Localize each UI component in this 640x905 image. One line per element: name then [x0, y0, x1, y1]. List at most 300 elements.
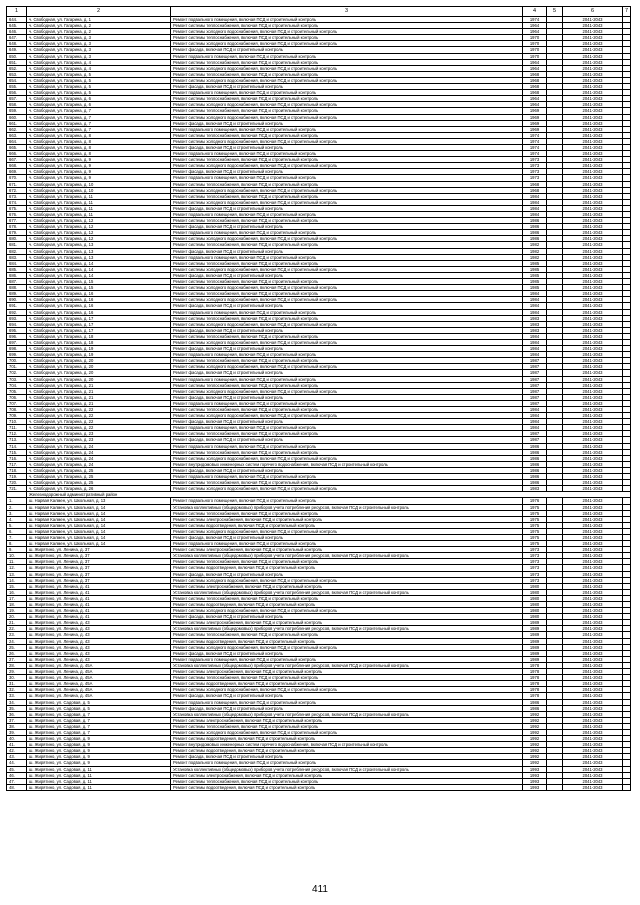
- work-type-cell: Ремонт системы электроснабжения, включая ПСД и строительный контроль: [171, 717, 523, 723]
- col-header-1: 1: [7, 7, 27, 17]
- work-type-cell: Ремонт подвального помещения, включая ПСД и строительный контроль: [171, 212, 523, 218]
- address-cell: ч. Свободная, ул. Гагарина, д. 16: [27, 291, 171, 297]
- row-number: 30.: [7, 675, 27, 681]
- row-number: 689.: [7, 291, 27, 297]
- row-number: 721.: [7, 486, 27, 492]
- address-cell: ч. Свободная, ул. Гагарина, д. 11: [27, 205, 171, 211]
- address-cell: ч. Свободная, ул. Гагарина, д. 13: [27, 242, 171, 248]
- year-built-cell: 1980: [523, 583, 547, 589]
- row-number: 710.: [7, 419, 27, 425]
- address-cell: ш. Жирятино, ул. Ленина, д. 37: [27, 571, 171, 577]
- period-cell: 2041-2043: [563, 760, 623, 766]
- row-number: 679.: [7, 230, 27, 236]
- work-type-cell: Ремонт системы теплоснабжения, включая ПСД и строительный контроль: [171, 480, 523, 486]
- address-cell: ч. Свободная, ул. Гагарина, д. 16: [27, 297, 171, 303]
- address-cell: ш. Жирятино, ул. Ленина, д. 45А: [27, 662, 171, 668]
- year-built-cell: 1989: [523, 644, 547, 650]
- period-cell: 2041-2043: [563, 382, 623, 388]
- row-number: 700.: [7, 358, 27, 364]
- row-number: 652.: [7, 65, 27, 71]
- work-type-cell: Ремонт подвального помещения, включая ПСД и строительный контроль: [171, 309, 523, 315]
- year-built-cell: 1974: [523, 17, 547, 23]
- work-type-cell: Установка коллективных (общедомовых) приборов учета потребления ресурсов, включая ПСД и строительный контроль: [171, 553, 523, 559]
- period-cell: 2041-2043: [563, 413, 623, 419]
- period-cell: 2041-2043: [563, 102, 623, 108]
- year-built-cell: 1993: [523, 766, 547, 772]
- row-number: 677.: [7, 218, 27, 224]
- address-cell: ч. Свободная, ул. Гагарина, д. 11: [27, 199, 171, 205]
- row-number: 658.: [7, 102, 27, 108]
- year-built-cell: 1978: [523, 669, 547, 675]
- period-cell: 2041-2043: [563, 705, 623, 711]
- row-number: 645.: [7, 23, 27, 29]
- address-cell: ш. Жирятино, ул. Садовая, д. 5: [27, 705, 171, 711]
- period-cell: 2041-2043: [563, 199, 623, 205]
- period-cell: 2041-2043: [563, 266, 623, 272]
- period-cell: 2041-2043: [563, 315, 623, 321]
- period-cell: 2041-2043: [563, 169, 623, 175]
- work-type-cell: Ремонт подвального помещения, включая ПСД и строительный контроль: [171, 443, 523, 449]
- address-cell: ч. Свободная, ул. Гагарина, д. 12: [27, 224, 171, 230]
- year-built-cell: 1973: [523, 571, 547, 577]
- year-built-cell: 1975: [523, 528, 547, 534]
- address-cell: ч. Свободная, ул. Гагарина, д. 20: [27, 364, 171, 370]
- address-cell: ш. Жирятино, ул. Ленина, д. 45А: [27, 675, 171, 681]
- period-cell: 2041-2043: [563, 614, 623, 620]
- year-built-cell: 1992: [523, 717, 547, 723]
- work-type-cell: Ремонт системы теплоснабжения, включая ПСД и строительный контроль: [171, 358, 523, 364]
- period-cell: 2041-2043: [563, 669, 623, 675]
- year-built-cell: 1986: [523, 480, 547, 486]
- period-cell: 2041-2043: [563, 522, 623, 528]
- row-number: 29.: [7, 669, 27, 675]
- period-cell: 2041-2043: [563, 534, 623, 540]
- period-cell: 2041-2043: [563, 400, 623, 406]
- period-cell: 2041-2043: [563, 742, 623, 748]
- address-cell: ч. Свободная, ул. Гагарина, д. 18: [27, 339, 171, 345]
- address-cell: ш. Жирятино, ул. Ленина, д. 43: [27, 656, 171, 662]
- year-built-cell: 1983: [523, 315, 547, 321]
- address-cell: ч. Свободная, ул. Гагарина, д. 22: [27, 419, 171, 425]
- period-cell: 2041-2043: [563, 285, 623, 291]
- year-built-cell: 1987: [523, 376, 547, 382]
- address-cell: ч. Свободная, ул. Гагарина, д. 9: [27, 169, 171, 175]
- row-number: 698.: [7, 346, 27, 352]
- work-type-cell: Ремонт фасада, включая ПСД и строительный контроль: [171, 754, 523, 760]
- row-number: 660.: [7, 114, 27, 120]
- address-cell: ч. Свободная, ул. Гагарина, д. 13: [27, 248, 171, 254]
- year-built-cell: 1968: [523, 187, 547, 193]
- work-type-cell: Установка коллективных (общедомовых) приборов учета потребления ресурсов, включая ПСД и строительный контроль: [171, 626, 523, 632]
- address-cell: ч. Свободная, ул. Гагарина, д. 5: [27, 77, 171, 83]
- row-number: 659.: [7, 108, 27, 114]
- row-number: 683.: [7, 254, 27, 260]
- year-built-cell: 1986: [523, 461, 547, 467]
- year-built-cell: 1980: [523, 614, 547, 620]
- period-cell: 2041-2043: [563, 187, 623, 193]
- address-cell: ч. Свободная, ул. Гагарина, д. 9: [27, 157, 171, 163]
- row-number: 9.: [7, 547, 27, 553]
- period-cell: 2041-2043: [563, 443, 623, 449]
- period-cell: 2041-2043: [563, 212, 623, 218]
- address-cell: ч. Свободная, ул. Гагарина, д. 14: [27, 272, 171, 278]
- work-type-cell: Ремонт системы теплоснабжения, включая ПСД и строительный контроль: [171, 510, 523, 516]
- period-cell: 2041-2043: [563, 96, 623, 102]
- work-type-cell: Ремонт системы теплоснабжения, включая ПСД и строительный контроль: [171, 333, 523, 339]
- period-cell: 2041-2043: [563, 132, 623, 138]
- address-cell: ч. Свободная, ул. Гагарина, д. 19: [27, 352, 171, 358]
- work-type-cell: Ремонт системы теплоснабжения, включая ПСД и строительный контроль: [171, 291, 523, 297]
- period-cell: 2041-2043: [563, 126, 623, 132]
- year-built-cell: 1985: [523, 285, 547, 291]
- work-type-cell: Ремонт системы электроснабжения, включая ПСД и строительный контроль: [171, 516, 523, 522]
- row-number: 46.: [7, 772, 27, 778]
- row-number: 28.: [7, 662, 27, 668]
- address-cell: ш. Жирятино, ул. Ленина, д. 41: [27, 595, 171, 601]
- row-number: 671.: [7, 181, 27, 187]
- year-built-cell: 1986: [523, 455, 547, 461]
- address-cell: ч. Свободная, ул. Гагарина, д. 2: [27, 23, 171, 29]
- year-built-cell: 1992: [523, 748, 547, 754]
- year-built-cell: 1989: [523, 638, 547, 644]
- year-built-cell: 1985: [523, 260, 547, 266]
- period-cell: 2041-2043: [563, 364, 623, 370]
- period-cell: 2041-2043: [563, 35, 623, 41]
- year-built-cell: 1992: [523, 760, 547, 766]
- row-number: 6.: [7, 528, 27, 534]
- period-cell: 2041-2043: [563, 595, 623, 601]
- address-cell: ч. Свободная, ул. Гагарина, д. 3: [27, 35, 171, 41]
- year-built-cell: 1989: [523, 620, 547, 626]
- period-cell: 2041-2043: [563, 205, 623, 211]
- work-type-cell: Ремонт системы холодного водоснабжения, включая ПСД и строительный контроль: [171, 236, 523, 242]
- address-cell: ш. Жирятино, ул. Садовая, д. 9: [27, 754, 171, 760]
- period-cell: 2041-2043: [563, 260, 623, 266]
- address-cell: ш. Жирятино, ул. Ленина, д. 37: [27, 577, 171, 583]
- work-type-cell: Ремонт системы холодного водоснабжения, включая ПСД и строительный контроль: [171, 388, 523, 394]
- address-cell: ч. Свободная, ул. Гагарина, д. 8: [27, 151, 171, 157]
- row-number: 707.: [7, 400, 27, 406]
- address-cell: ч. Свободная, ул. Гагарина, д. 5: [27, 71, 171, 77]
- work-type-cell: Ремонт системы холодного водоснабжения, включая ПСД и строительный контроль: [171, 77, 523, 83]
- work-type-cell: Ремонт системы холодного водоснабжения, включая ПСД и строительный контроль: [171, 266, 523, 272]
- address-cell: ч. Свободная, ул. Гагарина, д. 7: [27, 120, 171, 126]
- address-cell: ч. Свободная, ул. Гагарина, д. 5: [27, 84, 171, 90]
- work-type-cell: Ремонт системы водоотведения, включая ПСД и строительный контроль: [171, 522, 523, 528]
- address-cell: ч. Свободная, ул. Гагарина, д. 9: [27, 175, 171, 181]
- row-number: 666.: [7, 151, 27, 157]
- work-type-cell: Ремонт системы холодного водоснабжения, включая ПСД и строительный контроль: [171, 321, 523, 327]
- row-number: 43.: [7, 754, 27, 760]
- year-built-cell: 1978: [523, 693, 547, 699]
- col-header-4: 4: [523, 7, 547, 17]
- work-type-cell: Ремонт фасада, включая ПСД и строительный контроль: [171, 327, 523, 333]
- year-built-cell: 1973: [523, 169, 547, 175]
- document-page: [6, 6, 630, 876]
- row-number: 19.: [7, 608, 27, 614]
- work-type-cell: Ремонт системы холодного водоснабжения, включая ПСД и строительный контроль: [171, 455, 523, 461]
- year-built-cell: 1975: [523, 534, 547, 540]
- row-number: 696.: [7, 333, 27, 339]
- work-type-cell: Ремонт системы теплоснабжения, включая ПСД и строительный контроль: [171, 242, 523, 248]
- row-number: 686.: [7, 272, 27, 278]
- row-number: 682.: [7, 248, 27, 254]
- year-built-cell: 1987: [523, 358, 547, 364]
- address-cell: ш. Нарвая Калмен, ул. Школьная, д. 14: [27, 522, 171, 528]
- address-cell: ч. Свободная, ул. Гагарина, д. 4: [27, 59, 171, 65]
- col-header-2: 2: [27, 7, 171, 17]
- year-built-cell: 1993: [523, 784, 547, 790]
- address-cell: ч. Свободная, ул. Гагарина, д. 12: [27, 236, 171, 242]
- address-cell: ч. Свободная, ул. Гагарина, д. 25: [27, 467, 171, 473]
- address-cell: ш. Жирятино, ул. Ленина, д. 45А: [27, 669, 171, 675]
- address-cell: ч. Свободная, ул. Гагарина, д. 22: [27, 413, 171, 419]
- year-built-cell: 1978: [523, 675, 547, 681]
- year-built-cell: 1984: [523, 193, 547, 199]
- work-type-cell: Ремонт фасада, включая ПСД и строительный контроль: [171, 650, 523, 656]
- row-number: 719.: [7, 474, 27, 480]
- work-type-cell: Установка коллективных (общедомовых) приборов учета потребления ресурсов, включая ПСД и строительный контроль: [171, 589, 523, 595]
- year-built-cell: 1968: [523, 77, 547, 83]
- period-cell: 2041-2043: [563, 772, 623, 778]
- row-number: 663.: [7, 132, 27, 138]
- address-cell: ч. Свободная, ул. Гагарина, д. 12: [27, 218, 171, 224]
- address-cell: ч. Свободная, ул. Гагарина, д. 26: [27, 486, 171, 492]
- address-cell: ч. Свободная, ул. Гагарина, д. 20: [27, 376, 171, 382]
- work-type-cell: Ремонт системы электроснабжения, включая ПСД и строительный контроль: [171, 583, 523, 589]
- period-cell: 2041-2043: [563, 510, 623, 516]
- work-type-cell: Ремонт фасада, включая ПСД и строительный контроль: [171, 205, 523, 211]
- period-cell: 2041-2043: [563, 608, 623, 614]
- row-number: 7.: [7, 534, 27, 540]
- address-cell: ч. Свободная, ул. Гагарина, д. 21: [27, 400, 171, 406]
- year-built-cell: 1973: [523, 175, 547, 181]
- year-built-cell: 1968: [523, 90, 547, 96]
- column-number-row: [7, 7, 631, 17]
- year-built-cell: 1984: [523, 291, 547, 297]
- work-type-cell: Ремонт системы теплоснабжения, включая ПСД и строительный контроль: [171, 315, 523, 321]
- period-cell: 2041-2043: [563, 717, 623, 723]
- work-type-cell: Ремонт системы водоотведения, включая ПСД и строительный контроль: [171, 736, 523, 742]
- address-cell: ч. Свободная, ул. Гагарина, д. 3: [27, 47, 171, 53]
- year-built-cell: 1983: [523, 486, 547, 492]
- work-type-cell: Ремонт подвального помещения, включая ПСД и строительный контроль: [171, 498, 523, 504]
- row-number: 12.: [7, 565, 27, 571]
- year-built-cell: 1969: [523, 114, 547, 120]
- row-number: 656.: [7, 90, 27, 96]
- row-number: 687.: [7, 279, 27, 285]
- address-cell: ч. Свободная, ул. Гагарина, д. 8: [27, 132, 171, 138]
- period-cell: 2041-2043: [563, 778, 623, 784]
- row-number: 674.: [7, 199, 27, 205]
- year-built-cell: 1989: [523, 656, 547, 662]
- address-cell: ч. Свободная, ул. Гагарина, д. 2: [27, 29, 171, 35]
- period-cell: 2041-2043: [563, 90, 623, 96]
- period-cell: 2041-2043: [563, 736, 623, 742]
- work-type-cell: Ремонт фасада, включая ПСД и строительный контроль: [171, 47, 523, 53]
- period-cell: 2041-2043: [563, 108, 623, 114]
- address-cell: ш. Жирятино, ул. Ленина, д. 43: [27, 632, 171, 638]
- work-type-cell: Ремонт системы холодного водоснабжения, включая ПСД и строительный контроль: [171, 102, 523, 108]
- work-type-cell: Ремонт фасада, включая ПСД и строительный контроль: [171, 84, 523, 90]
- row-number: 694.: [7, 321, 27, 327]
- period-cell: 2041-2043: [563, 388, 623, 394]
- period-cell: 2041-2043: [563, 77, 623, 83]
- work-type-cell: Ремонт подвального помещения, включая ПСД и строительный контроль: [171, 17, 523, 23]
- work-type-cell: Ремонт фасада, включая ПСД и строительный контроль: [171, 693, 523, 699]
- period-cell: 2041-2043: [563, 71, 623, 77]
- row-number: 706.: [7, 394, 27, 400]
- year-built-cell: 1984: [523, 199, 547, 205]
- work-type-cell: Ремонт системы холодного водоснабжения, включая ПСД и строительный контроль: [171, 687, 523, 693]
- address-cell: ш. Жирятино, ул. Садовая, д. 9: [27, 760, 171, 766]
- work-type-cell: Ремонт фасада, включая ПСД и строительный контроль: [171, 144, 523, 150]
- address-cell: ш. Жирятино, ул. Садовая, д. 11: [27, 766, 171, 772]
- work-type-cell: Ремонт фасада, включая ПСД и строительный контроль: [171, 224, 523, 230]
- address-cell: ч. Свободная, ул. Гагарина, д. 19: [27, 346, 171, 352]
- address-cell: ч. Свободная, ул. Гагарина, д. 15: [27, 279, 171, 285]
- year-built-cell: 1970: [523, 53, 547, 59]
- work-type-cell: Ремонт фасада, включая ПСД и строительный контроль: [171, 303, 523, 309]
- address-cell: ш. Жирятино, ул. Ленина, д. 37: [27, 565, 171, 571]
- table-row: [7, 528, 631, 534]
- row-number: 20.: [7, 614, 27, 620]
- row-number: 661.: [7, 120, 27, 126]
- work-type-cell: Ремонт подвального помещения, включая ПСД и строительный контроль: [171, 53, 523, 59]
- period-cell: 2041-2043: [563, 157, 623, 163]
- period-cell: 2041-2043: [563, 437, 623, 443]
- year-built-cell: 1984: [523, 352, 547, 358]
- address-cell: ш. Жирятино, ул. Ленина, д. 45А: [27, 681, 171, 687]
- work-type-cell: Ремонт системы теплоснабжения, включая ПСД и строительный контроль: [171, 632, 523, 638]
- year-built-cell: 1973: [523, 547, 547, 553]
- address-cell: ч. Свободная, ул. Гагарина, д. 25: [27, 474, 171, 480]
- row-number: 47.: [7, 778, 27, 784]
- address-cell: ч. Свободная, ул. Гагарина, д. 9: [27, 163, 171, 169]
- year-built-cell: 1975: [523, 541, 547, 547]
- row-number: 691.: [7, 303, 27, 309]
- work-type-cell: Ремонт системы водоотведения, включая ПСД и строительный контроль: [171, 602, 523, 608]
- address-cell: ч. Свободная, ул. Гагарина, д. 22: [27, 425, 171, 431]
- year-built-cell: 1986: [523, 224, 547, 230]
- work-type-cell: Ремонт фасада, включая ПСД и строительный контроль: [171, 419, 523, 425]
- period-cell: 2041-2043: [563, 480, 623, 486]
- table-row: [7, 504, 631, 510]
- period-cell: 2041-2043: [563, 248, 623, 254]
- address-cell: ч. Свободная, ул. Гагарина, д. 24: [27, 455, 171, 461]
- work-type-cell: Ремонт системы теплоснабжения, включая ПСД и строительный контроль: [171, 35, 523, 41]
- address-cell: ч. Свободная, ул. Гагарина, д. 18: [27, 333, 171, 339]
- row-number: 716.: [7, 455, 27, 461]
- row-number: 669.: [7, 169, 27, 175]
- address-cell: ч. Свободная, ул. Гагарина, д. 17: [27, 315, 171, 321]
- row-number: 25.: [7, 644, 27, 650]
- address-cell: ч. Свободная, ул. Гагарина, д. 8: [27, 138, 171, 144]
- row-number: 692.: [7, 309, 27, 315]
- year-built-cell: 1986: [523, 467, 547, 473]
- year-built-cell: 1986: [523, 236, 547, 242]
- address-cell: ч. Свободная, ул. Гагарина, д. 16: [27, 303, 171, 309]
- period-cell: 2041-2043: [563, 486, 623, 492]
- work-type-cell: Ремонт фасада, включая ПСД и строительный контроль: [171, 394, 523, 400]
- period-cell: 2041-2043: [563, 309, 623, 315]
- row-number: 35.: [7, 705, 27, 711]
- year-built-cell: 1993: [523, 778, 547, 784]
- period-cell: 2041-2043: [563, 84, 623, 90]
- work-type-cell: Ремонт фасада, включая ПСД и строительный контроль: [171, 120, 523, 126]
- period-cell: 2041-2043: [563, 681, 623, 687]
- period-cell: 2041-2043: [563, 352, 623, 358]
- period-cell: 2041-2043: [563, 419, 623, 425]
- period-cell: 2041-2043: [563, 504, 623, 510]
- address-cell: ш. Жирятино, ул. Садовая, д. 7: [27, 729, 171, 735]
- period-cell: 2041-2043: [563, 644, 623, 650]
- work-type-cell: Ремонт системы холодного водоснабжения, включая ПСД и строительный контроль: [171, 608, 523, 614]
- year-built-cell: 1973: [523, 553, 547, 559]
- row-number: 667.: [7, 157, 27, 163]
- work-type-cell: Ремонт системы холодного водоснабжения, включая ПСД и строительный контроль: [171, 528, 523, 534]
- work-type-cell: Ремонт системы теплоснабжения, включая ПСД и строительный контроль: [171, 431, 523, 437]
- row-number: 27.: [7, 656, 27, 662]
- period-cell: 2041-2043: [563, 699, 623, 705]
- work-type-cell: Ремонт системы теплоснабжения, включая ПСД и строительный контроль: [171, 382, 523, 388]
- year-built-cell: 1975: [523, 516, 547, 522]
- address-cell: ч. Свободная, ул. Гагарина, д. 21: [27, 382, 171, 388]
- work-type-cell: Ремонт системы теплоснабжения, включая ПСД и строительный контроль: [171, 778, 523, 784]
- row-number: 654.: [7, 77, 27, 83]
- row-number: 665.: [7, 144, 27, 150]
- period-cell: 2041-2043: [563, 620, 623, 626]
- work-type-cell: Ремонт системы холодного водоснабжения, включая ПСД и строительный контроль: [171, 644, 523, 650]
- work-type-cell: Ремонт системы теплоснабжения, включая ПСД и строительный контроль: [171, 23, 523, 29]
- period-cell: 2041-2043: [563, 29, 623, 35]
- address-cell: ч. Свободная, ул. Гагарина, д. 7: [27, 114, 171, 120]
- period-cell: 2041-2043: [563, 53, 623, 59]
- address-cell: ш. Жирятино, ул. Ленина, д. 43: [27, 638, 171, 644]
- work-type-cell: Ремонт системы теплоснабжения, включая ПСД и строительный контроль: [171, 218, 523, 224]
- address-cell: ч. Свободная, ул. Гагарина, д. 21: [27, 394, 171, 400]
- row-number: 712.: [7, 431, 27, 437]
- period-cell: 2041-2043: [563, 431, 623, 437]
- row-number: 673.: [7, 193, 27, 199]
- row-number: 17.: [7, 595, 27, 601]
- year-built-cell: 1970: [523, 47, 547, 53]
- address-cell: ш. Нарвая Калмен, ул. Школьная, д. 14: [27, 504, 171, 510]
- address-cell: ч. Свободная, ул. Гагарина, д. 15: [27, 285, 171, 291]
- year-built-cell: 1987: [523, 364, 547, 370]
- work-type-cell: Ремонт подвального помещения, включая ПСД и строительный контроль: [171, 151, 523, 157]
- year-built-cell: 1969: [523, 126, 547, 132]
- work-type-cell: Ремонт подвального помещения, включая ПСД и строительный контроль: [171, 126, 523, 132]
- row-number: 670.: [7, 175, 27, 181]
- work-type-cell: Ремонт системы холодного водоснабжения, включая ПСД и строительный контроль: [171, 114, 523, 120]
- row-number: 651.: [7, 59, 27, 65]
- work-type-cell: Ремонт системы холодного водоснабжения, включая ПСД и строительный контроль: [171, 138, 523, 144]
- work-type-cell: Ремонт подвального помещения, включая ПСД и строительный контроль: [171, 400, 523, 406]
- row-number: 714.: [7, 443, 27, 449]
- year-built-cell: 1982: [523, 248, 547, 254]
- period-cell: 2041-2043: [563, 589, 623, 595]
- col-header-5: 5: [547, 7, 563, 17]
- year-built-cell: 1973: [523, 565, 547, 571]
- period-cell: 2041-2043: [563, 638, 623, 644]
- address-cell: ч. Свободная, ул. Гагарина, д. 12: [27, 230, 171, 236]
- work-type-cell: Ремонт фасада, включая ПСД и строительный контроль: [171, 614, 523, 620]
- year-built-cell: 1992: [523, 742, 547, 748]
- row-number: 678.: [7, 224, 27, 230]
- work-type-cell: Ремонт системы холодного водоснабжения, включая ПСД и строительный контроль: [171, 297, 523, 303]
- period-cell: 2041-2043: [563, 553, 623, 559]
